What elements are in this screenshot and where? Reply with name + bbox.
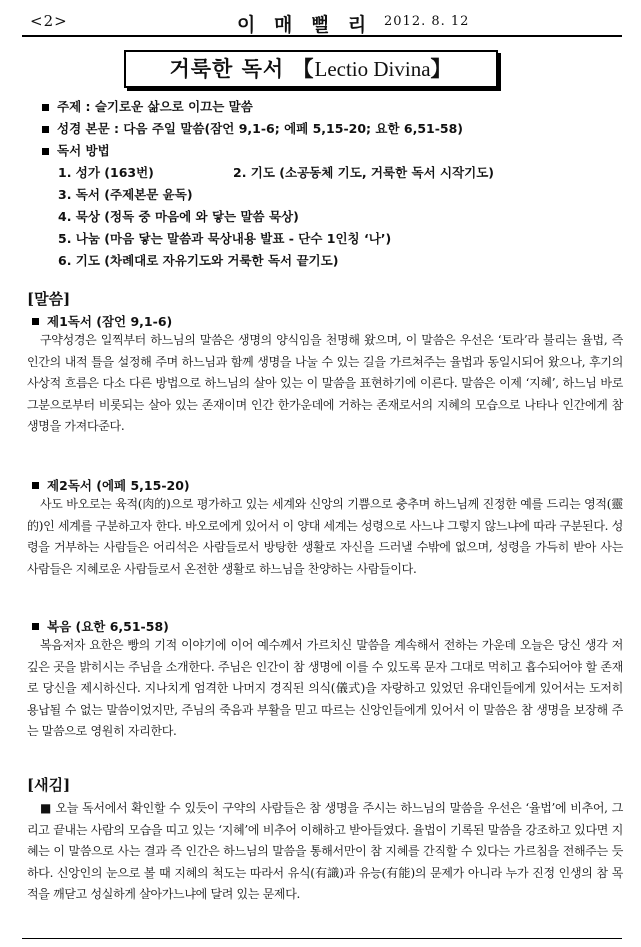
reading-heading xyxy=(32,312,172,330)
scripture-text: 성경 본문 : 다음 주일 말씀(잠언 9,1-6; 에페 5,15-20; 요한 6,51-58) xyxy=(57,121,464,136)
theme-text: 주제 : 슬기로운 삶으로 이끄는 말씀 xyxy=(57,99,253,114)
step-1: 1. 성가 (163번) xyxy=(58,165,154,180)
reading-2-title: 제2독서 (에페 5,15-20) xyxy=(47,478,190,493)
theme-row xyxy=(40,96,463,118)
title-korean: 거룩한 독서 xyxy=(169,56,285,81)
reading-info xyxy=(40,96,495,272)
step-6: 6. 기도 (차례대로 자유기도와 거룩한 독서 끝기도) xyxy=(58,253,339,268)
reading-2-text: 사도 바오로는 육적(肉的)으로 평가하고 있는 세계와 신앙의 기쁨으로 충추며 하느님께 진정한 예를 드리는 영적(靈的)인 세계를 구분하고자 한다. 바오로에게 있어서 이 양대 세계는 성령으로 사느냐 그렇지 않느냐에 따라 구분된다. 성령을 거부하는 사람들은 어리석은 사람들로서 방탕한 생활로 자신을 드러낼 수밖에 없으며, 성령을 가득히 받아 사는 사람들은 지혜로운 사람들로서 온전한 생활로 하느님을 찬양하는 사람들이다. xyxy=(27,497,623,576)
gospel-title: 복음 (요한 6,51-58) xyxy=(47,619,169,634)
title-bracket-close: 】 xyxy=(430,56,453,81)
page-title xyxy=(124,50,498,88)
step-3: 3. 독서 (주제본문 윤독) xyxy=(58,187,193,202)
square-bullet-icon xyxy=(42,104,49,111)
method-row xyxy=(40,140,463,162)
square-bullet-icon xyxy=(32,623,39,630)
issue-date: 2012. 8. 12 xyxy=(384,14,470,29)
step-2: 2. 기도 (소공동체 기도, 거룩한 독서 시작기도) xyxy=(233,165,495,180)
word-section-heading: [말씀] xyxy=(27,290,71,308)
page-header xyxy=(22,10,624,34)
reflection-text: ■ 오늘 독서에서 확인할 수 있듯이 구약의 사람들은 참 생명을 주시는 하느님의 말씀을 우선은 ‘율법’에 비추어, 그리고 끝내는 사람의 모습을 띠고 있는 ‘지혜’에 비추어 이해하고 받아들였다. 율법이 기록된 말씀을 강조하고 있다면 지혜는 이 말씀으로 사는 결과 즉 인간은 하느님의 말씀을 통해서만이 참 지혜를 간직할 수 있다는 가르침을 전해주는 듯하다. 신앙인의 눈으로 볼 때 지혜의 척도는 따라서 유식(有識)과 유능(有能)의 문제가 아니라 누가 진정 인생의 참 목적을 깨닫고 성실하게 살아가느냐에 달려 있는 문제다. xyxy=(27,801,623,901)
step-4: 4. 묵상 (정독 중 마음에 와 닿는 말씀 묵상) xyxy=(58,209,299,224)
method-step xyxy=(40,162,495,184)
square-bullet-icon xyxy=(42,126,49,133)
footer-rule xyxy=(22,938,622,939)
header-rule xyxy=(22,35,622,37)
square-bullet-icon xyxy=(42,148,49,155)
step-5: 5. 나눔 (마음 닿는 말씀과 묵상내용 발표 - 단수 1인칭 ‘나’) xyxy=(58,231,392,246)
square-bullet-icon xyxy=(32,482,39,489)
gospel-text: 복음저자 요한은 빵의 기적 이야기에 이어 예수께서 가르치신 말씀을 계속해서 전하는 가운데 오늘은 당신 생각 저 깊은 곳을 밝히시는 주님을 소개한다. 주님은 인간이 참 생명에 이를 수 있도록 문자 그대로 먹히고 흡수되어야 할 존재로 당신을 제시하신다. 지나치게 엄격한 나머지 경직된 의식(儀式)을 자랑하고 있었던 유대인들에게 있어서는 도저히 용납될 수 없는 말씀이었지만, 주님의 죽음과 부활을 믿고 따르는 신앙인들에게 있어서 이 말씀은 참 생명을 보장해 주는 말씀으로 영원히 자리한다. xyxy=(27,638,623,738)
bulletin-name: 이 매 뻘 리 xyxy=(237,14,373,36)
reflection-section-heading: [새김] xyxy=(27,776,71,794)
reading-heading xyxy=(32,476,190,494)
title-latin: Lectio Divina xyxy=(314,57,431,81)
square-bullet-icon xyxy=(32,318,39,325)
reading-1-text: 구약성경은 일찍부터 하느님의 말씀은 생명의 양식임을 천명해 왔으며, 이 말씀은 우선은 ‘토라’라 불리는 율법, 즉 인간의 내적 틀을 설정해 주며 하느님과 함께 생명을 나눌 수 있는 길을 가르쳐주는 율법과 동일시되어 왔으나, 후기의 사상적 흐름은 다소 다른 방법으로 하느님의 살아 있는 이 말씀을 표현하기에 이른다. 말씀은 이제 ‘지혜’, 하느님 바로 그분으로부터 비롯되는 살아 있는 존재이며 인간 한가운데에 거하는 존재로서의 지혜의 모습으로 나타나 인간에게 참 생명을 가져다준다. xyxy=(27,333,623,433)
title-bracket-open: 【 xyxy=(292,56,315,81)
page-number: <2> xyxy=(30,12,68,30)
reading-1-title: 제1독서 (잠언 9,1-6) xyxy=(47,314,173,329)
method-step xyxy=(40,206,463,228)
method-step xyxy=(40,250,463,272)
method-step xyxy=(40,228,463,250)
method-label: 독서 방법 xyxy=(57,143,110,158)
method-step xyxy=(40,184,463,206)
reading-heading xyxy=(32,617,169,635)
scripture-row xyxy=(40,118,463,140)
